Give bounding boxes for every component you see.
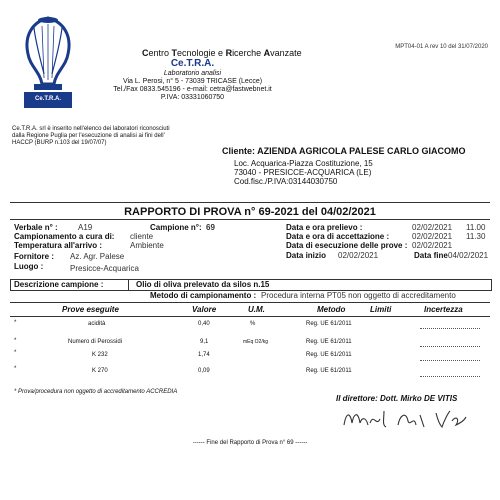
col-header-method: Metodo	[317, 305, 346, 314]
row-value: 0,40	[198, 321, 210, 327]
row-unit: mEq O2/kg	[243, 339, 269, 345]
luogo-label: Luogo :	[14, 262, 44, 271]
description-box	[10, 279, 492, 291]
campione-value: 69	[206, 223, 215, 232]
director-signature	[340, 403, 470, 433]
logo-label: Ce.T.R.A.	[34, 96, 61, 102]
accettazione-time: 11.30	[466, 232, 486, 241]
row-method: Reg. UE 61/2011	[306, 352, 352, 358]
row-mark: *	[14, 320, 17, 326]
footnote: * Prova/procedura non oggetto di accreditamento ACCREDIA	[14, 389, 178, 395]
data-inizio-label: Data inizio	[286, 251, 327, 260]
data-fine-label: Data fine	[414, 251, 448, 260]
description-divider	[128, 279, 129, 291]
client-taxcode: Cod.fisc./P.IVA:03144030750	[234, 177, 338, 186]
row-test: K 270	[92, 368, 108, 374]
lab-subtitle: Laboratorio analisi	[163, 70, 222, 77]
row-uncertainty-blank	[420, 360, 480, 361]
lab-full-name: Centro Tecnologie e Ricerche Avanzate	[142, 48, 302, 58]
row-mark: *	[14, 366, 17, 372]
prelievo-label: Data e ora prelievo :	[286, 223, 363, 232]
client-address-1: Loc. Acquarica-Piazza Costituzione, 15	[234, 159, 373, 168]
director-name: Il direttore: Dott. Mirko DE VITIS	[336, 394, 458, 403]
end-of-report: ------ Fine del Rapporto di Prova n° 69 ------	[192, 440, 308, 446]
description-label: Descrizione campione :	[14, 280, 104, 289]
fornitore-value: Az. Agr. Palese	[70, 252, 125, 261]
row-method: Reg. UE 61/2011	[306, 321, 352, 327]
temperature-label: Temperatura all'arrivo :	[14, 241, 103, 250]
campione-label: Campione n°:	[150, 223, 202, 232]
lab-piva: P.IVA: 03331060750	[160, 94, 225, 101]
cetra-logo	[12, 14, 84, 110]
verbale-value: A19	[78, 223, 93, 232]
lab-contacts: Tel./Fax 0833.545196 - e-mail: cetra@fastwebnet.it	[113, 86, 272, 93]
row-method: Reg. UE 61/2011	[306, 368, 352, 374]
esecuzione-label: Data di esecuzione delle prove :	[286, 241, 408, 250]
accettazione-date: 02/02/2021	[412, 232, 453, 241]
row-uncertainty-blank	[420, 376, 480, 377]
row-value: 0,09	[198, 368, 210, 374]
col-header-uncertainty: Incertezza	[424, 305, 463, 314]
row-value: 1,74	[198, 352, 210, 358]
cura-label: Campionamento a cura di:	[14, 232, 115, 241]
row-mark: *	[14, 350, 17, 356]
row-value: 9,1	[200, 339, 209, 345]
lab-header	[85, 48, 385, 102]
row-mark: *	[14, 338, 17, 344]
row-unit: %	[250, 321, 256, 327]
prelievo-date: 02/02/2021	[412, 223, 453, 232]
client-address-2: 73040 - PRESICCE-ACQUARICA (LE)	[234, 168, 372, 177]
col-header-value: Valore	[192, 305, 217, 314]
fornitore-label: Fornitore :	[14, 252, 54, 261]
luogo-value: Presicce-Acquarica	[70, 264, 139, 273]
accettazione-label: Data e ora di accettazione :	[286, 232, 390, 241]
table-top-rule	[10, 302, 490, 303]
client-block	[222, 146, 492, 186]
sampling-value: Procedura interna PT05 non oggetto di accreditamento	[261, 291, 456, 300]
col-header-test: Prove eseguite	[62, 305, 119, 314]
report-title: RAPPORTO DI PROVA n° 69-2021 del 04/02/2021	[124, 206, 376, 218]
row-uncertainty-blank	[420, 346, 480, 347]
row-test: Numero di Perossidi	[68, 339, 123, 345]
cura-value: cliente	[130, 232, 154, 241]
sampling-label: Metodo di campionamento :	[150, 291, 257, 300]
verbale-label: Verbale n° :	[14, 223, 58, 232]
table-header-rule	[10, 316, 490, 317]
document-code: MPT04-01 A rev 10 del 31/07/2020	[395, 44, 488, 50]
col-header-unit: U.M.	[248, 305, 265, 314]
title-bottom-rule	[10, 219, 490, 220]
data-inizio-value: 02/02/2021	[338, 251, 379, 260]
col-header-limits: Limiti	[370, 305, 392, 314]
temperature-value: Ambiente	[130, 241, 164, 250]
prelievo-time: 11.00	[466, 223, 486, 232]
title-top-rule	[10, 202, 490, 203]
data-fine-value: 04/02/2021	[448, 251, 489, 260]
row-uncertainty-blank	[420, 328, 480, 329]
client-name: Cliente: AZIENDA AGRICOLA PALESE CARLO GIACOMO	[222, 146, 466, 156]
accreditation-note: Ce.T.R.A. srl è inserito nell'elenco dei laboratori riconosciuti dalla Regione Puglia per l'esecuzione di analisi ai fini dell' HACCP (BURP n.103 del 19/07/07)	[12, 126, 170, 146]
row-test: acidità	[88, 321, 106, 327]
row-method: Reg. UE 61/2011	[306, 339, 352, 345]
esecuzione-date: 02/02/2021	[412, 241, 453, 250]
description-value: Olio di oliva prelevato da silos n.15	[136, 280, 270, 289]
lab-address: Via L. Perosi, n° 5 - 73039 TRICASE (Lecce)	[122, 78, 263, 85]
row-test: K 232	[92, 352, 108, 358]
lab-acronym: Ce.T.R.A.	[170, 58, 215, 69]
